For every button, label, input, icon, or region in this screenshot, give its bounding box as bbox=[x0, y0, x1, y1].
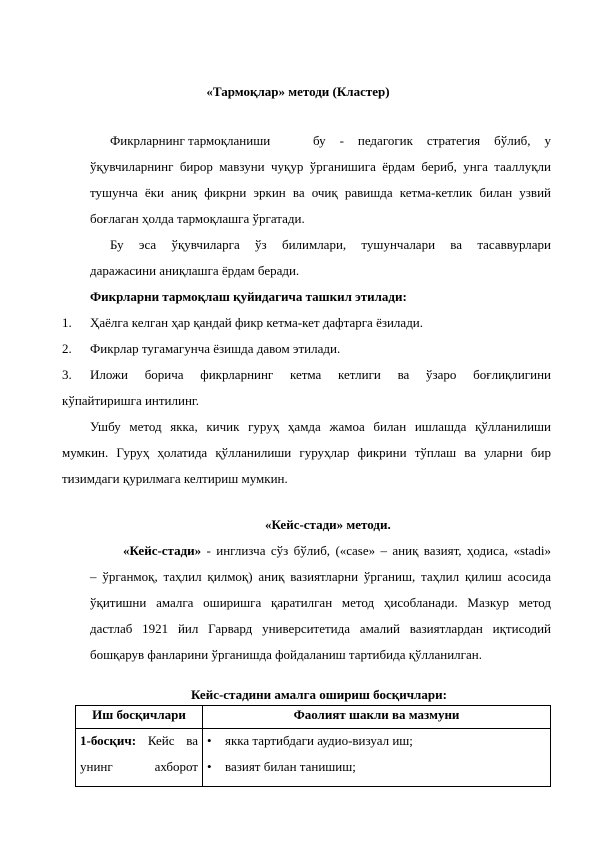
section-title-case-study: «Кейс-стади» методи. bbox=[265, 517, 391, 532]
bullet-text: вазият билан танишиш; bbox=[225, 759, 356, 774]
table-title: Кейс-стадини амалга ошириш босқичлари: bbox=[191, 687, 447, 702]
activity-cell bbox=[203, 729, 551, 787]
table-header-row bbox=[76, 706, 551, 729]
intro-line-3: тушунча ёки аниқ фикрни эркин ва очиқ равишда кетма-кетлик билан узвий bbox=[90, 185, 551, 200]
rule-text: Фикрлар тугамагунча ёзишда давом этилади. bbox=[90, 341, 341, 356]
rule-number: 1. bbox=[62, 315, 72, 330]
bullet-text: якка тартибдаги аудио-визуал иш; bbox=[225, 733, 413, 748]
bullet-icon: • bbox=[207, 733, 212, 748]
bullet-icon: • bbox=[207, 759, 212, 774]
case-def-line-3: ўқитишни амалга оширишга қаратилган метод ҳисобланади. Мазкур метод bbox=[90, 595, 551, 610]
case-def-line-1-rest: - инглизча сўз бўлиб, («case» – аниқ вазият, ҳодиса, «stadi» bbox=[201, 543, 551, 558]
rules-heading: Фикрларни тармоқлаш қуйидагича ташкил этилади: bbox=[90, 289, 407, 304]
stage-cell bbox=[76, 729, 203, 787]
case-def-line-1 bbox=[123, 543, 551, 558]
rule-number: 3. bbox=[62, 367, 72, 382]
case-def-line-4: дастлаб 1921 йил Гарвард университетида амалий вазиятлардан иқтисодий bbox=[90, 621, 551, 636]
stage-label-word: ахборот bbox=[154, 759, 198, 774]
activity-bullet-item bbox=[207, 733, 546, 759]
rule-text: Ҳаёлга келган ҳар қандай фикр кетма-кет дафтарга ёзилади. bbox=[90, 315, 424, 330]
rule-text: Иложи борича фикрларнинг кетма кетлиги ва ўзаро боғлиқлигини bbox=[90, 367, 551, 382]
intro-line-2: ўқувчиларнинг бирор мавзуни чуқур ўрганишига ёрдам бериб, унга тааллуқли bbox=[90, 159, 551, 174]
case-def-line-2: – ўрганмоқ, таҳлил қилмоқ) аниқ вазиятларни ўрганиш, таҳлил қилиш асосида bbox=[90, 569, 551, 584]
rule-number: 2. bbox=[62, 341, 72, 356]
stage-label-line-2 bbox=[80, 759, 198, 785]
para2-line-1: Бу эса ўқувчиларга ўз билимлари, тушунчалари ва тасаввурлари bbox=[110, 237, 551, 252]
usage-line-3: тизимдаги қурилмага келтириш мумкин. bbox=[62, 471, 288, 486]
stage-label-word: унинг bbox=[80, 759, 113, 774]
intro-line-1b: бу - педагогик стратегия бўлиб, у bbox=[313, 133, 551, 148]
table-row bbox=[76, 729, 551, 787]
activity-bullet-item bbox=[207, 759, 546, 785]
para2-line-2: даражасини аниқлашга ёрдам беради. bbox=[90, 263, 300, 278]
stage-number: 1-босқич: bbox=[80, 733, 137, 748]
usage-line-1: Ушбу метод якка, кичик гуруҳ ҳамда жамоа билан ишлашда қўлланилиши bbox=[90, 419, 551, 434]
stage-label-rest: Кейс ва bbox=[136, 733, 198, 748]
rule-3-continuation: кўпайтиришга интилинг. bbox=[62, 393, 200, 408]
intro-line-4: боғлаган ҳолда тармоқлашга ўргатади. bbox=[90, 211, 305, 226]
table-header-cell: Фаолият шакли ва мазмуни bbox=[203, 706, 551, 729]
section-title-clusters: «Тармоқлар» методи (Кластер) bbox=[206, 84, 390, 99]
case-def-line-5: бошқарув фанларини ўрганишда фойдаланиш тартибида қўлланилган. bbox=[90, 647, 482, 662]
case-def-term: «Кейс-стади» bbox=[123, 543, 202, 558]
stages-table bbox=[75, 705, 551, 787]
table-header-cell: Иш босқичлари bbox=[76, 706, 203, 729]
intro-line-1a: Фикрларнинг тармоқланиши bbox=[110, 133, 271, 148]
usage-line-2: мумкин. Гуруҳ ҳолатида қўлланилиши гуруҳлар фикрини тўплаш ва уларни бир bbox=[62, 445, 551, 460]
stage-label-line-1 bbox=[80, 733, 198, 759]
